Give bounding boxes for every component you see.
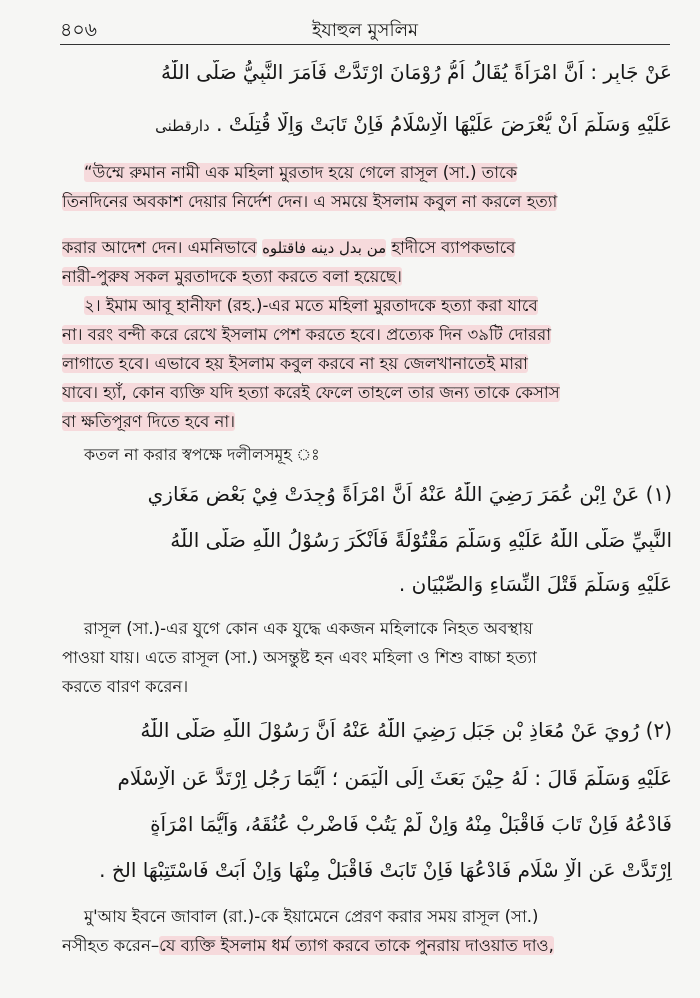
translation-3-line-2-a: নসীহত করেন–: [62, 936, 160, 955]
translation-2-line-3: করতে বারণ করেন।: [62, 677, 189, 696]
translation-1-line-4-text: নারী-পুরুষ সকল মুরতাদকে হত্যা করতে বলা হয়েছে।: [62, 267, 402, 286]
hadith-1-arabic-line-1: (۱) عَنْ اِبْنِ عُمَرَ رَضِيَ اللّٰهُ عَنْهُ اَنَّ امْرَاَةً وُجِدَتْ فِيْ بَعْضِ مَغَازِي: [147, 482, 672, 506]
running-title: ইযাহুল মুসলিম: [311, 20, 419, 41]
translation-2-line-1: রাসূল (সা.)-এর যুগে কোন এক যুদ্ধে একজন মহিলাকে নিহত অবস্থায়: [84, 619, 533, 638]
opinion-2-line-1: [62, 293, 672, 320]
hadith-2-arabic-line-1: (۲) رُوِيَ عَنْ مُعَاذِ بْنِ جَبَلٍ رَضِيَ اللّٰهُ عَنْهُ اَنَّ رَسُوْلَ اللّٰهِ صَلَّى اللّٰهُ: [140, 718, 672, 742]
opinion-2-line-5-text: বা ক্ষতিপূরণ দিতে হবে না।: [62, 412, 236, 431]
translation-1-line-4: [62, 264, 672, 291]
translation-1-line-3: [62, 235, 672, 262]
hadith-2-arabic-line-2: عَلَيْهِ وَسَلَّمَ قَالَ : لَهُ حِيْنَ بَعَثَ اِلَى الْيَمَنِ ؛ اَيُّمَا رَجُلٍ اِرْتَدَّ عَنِ الْاِسْلَامِ: [117, 766, 672, 790]
hadith-1-arabic-line-3: عَلَيْهِ وَسَلَّمَ قَتْلَ النِّسَاءِ وَالصِّبْيَانِ .: [398, 572, 672, 596]
opinion-2-line-3: [62, 351, 672, 378]
hadith-2-arabic-line-4: اِرْتَدَّتْ عَنِ الْاِ سْلَامِ فَادْعُهَا فَاِنْ تَابَتْ فَاقْبَلْ مِنْهَا وَاِنْ اَبَتْ فَاسْتَتِبْهَا الخ .: [99, 858, 672, 882]
translation-3-line-2: [62, 933, 672, 960]
translation-1-line-2: [62, 189, 672, 216]
hadith-intro-arabic-line-2: [62, 112, 672, 136]
opinion-2-line-2: [62, 322, 672, 349]
hadith-2-arabic-line-3: فَادْعُهُ فَاِنْ تَابَ فَاقْبَلْ مِنْهُ وَاِنْ لَّمْ يَتُبْ فَاضْرِبْ عُنُقَهُ، وَاَيُّمَا امْرَاَةٍ: [150, 812, 672, 836]
translation-1-line-1-text: “উম্মে রুমান নামী এক মহিলা মুরতাদ হয়ে গেলে রাসূল (সা.) তাকে: [84, 163, 518, 182]
translation-1-inline-arabic: من بدل دينه فاقتلوه: [262, 239, 387, 257]
opinion-2-line-4-text: যাবে। হ্যাঁ, কোন ব্যক্তি যদি হত্যা করেই ফেলে তাহলে তার জন্য তাকে কেসাস: [62, 383, 560, 402]
hadith-intro-arabic-line-1: عَنْ جَابِرٍ : اَنَّ امْرَاَةً يُقَالُ اُمُّ رُوْمَانَ ارْتَدَّتْ فَاَمَرَ النَّبِيُّ صَلَّى اللّٰهُ: [160, 60, 672, 84]
translation-1-line-3-b: হাদীসে ব্যাপকভাবে: [391, 238, 516, 257]
translation-3-line-1: মু'আয ইবনে জাবাল (রা.)-কে ইয়ামেনে প্রেরণ করার সময় রাসূল (সা.): [84, 907, 539, 926]
opinion-2-line-1-text: ২। ইমাম আবূ হানীফা (রহ.)-এর মতে মহিলা মুরতাদকে হত্যা করা যাবে: [84, 296, 538, 315]
translation-1-line-3-a: করার আদেশ দেন। এমনিভাবে: [62, 238, 257, 257]
translation-2-line-2: পাওয়া যায়। এতে রাসূল (সা.) অসন্তুষ্ট হন এবং মহিলা ও শিশু বাচ্চা হত্যা: [62, 648, 537, 667]
hadith-1-arabic-line-2: النَّبِيِّ صَلَّى اللّٰهُ عَلَيْهِ وَسَلَّمَ مَقْتُوْلَةً فَاَنْكَرَ رَسُوْلُ اللّٰهِ صَلَّى اللّٰهُ: [170, 528, 672, 552]
opinion-2-line-4: [62, 380, 672, 407]
header-rule: [60, 44, 670, 45]
translation-3-line-2-highlight: যে ব্যক্তি ইসলাম ধর্ম ত্যাগ করবে তাকে পুনরায় দাওয়াত দাও,: [159, 936, 554, 955]
opinion-2-line-3-text: লাগাতে হবে। এভাবে হয় ইসলাম কবুল করবে না হয় জেলখানাতেই মারা: [62, 354, 528, 373]
opinion-2-line-2-text: না। বরং বন্দী করে রেখে ইসলাম পেশ করতে হবে। প্রত্যেক দিন ৩৯টি দোররা: [62, 325, 551, 344]
opinion-2-line-5: [62, 409, 672, 436]
page-number: ৪০৬: [60, 19, 98, 41]
hadith-source: دارقطنی: [155, 117, 210, 135]
evidence-heading: কতল না করার স্বপক্ষে দলীলসমূহ ঃ: [84, 445, 320, 464]
translation-1-line-1: [62, 160, 672, 187]
hadith-intro-arabic-line-2-text: عَلَيْهِ وَسَلَّمَ اَنْ يُّعْرَضَ عَلَيْهَا الْاِسْلَامُ فَاِنْ تَابَتْ وَاِلَّا قُتِلَتْ .: [216, 112, 672, 136]
page-header: [60, 10, 670, 44]
translation-1-line-2-text: তিনদিনের অবকাশ দেয়ার নির্দেশ দেন। এ সময়ে ইসলাম কবুল না করলে হত্যা: [62, 192, 558, 211]
